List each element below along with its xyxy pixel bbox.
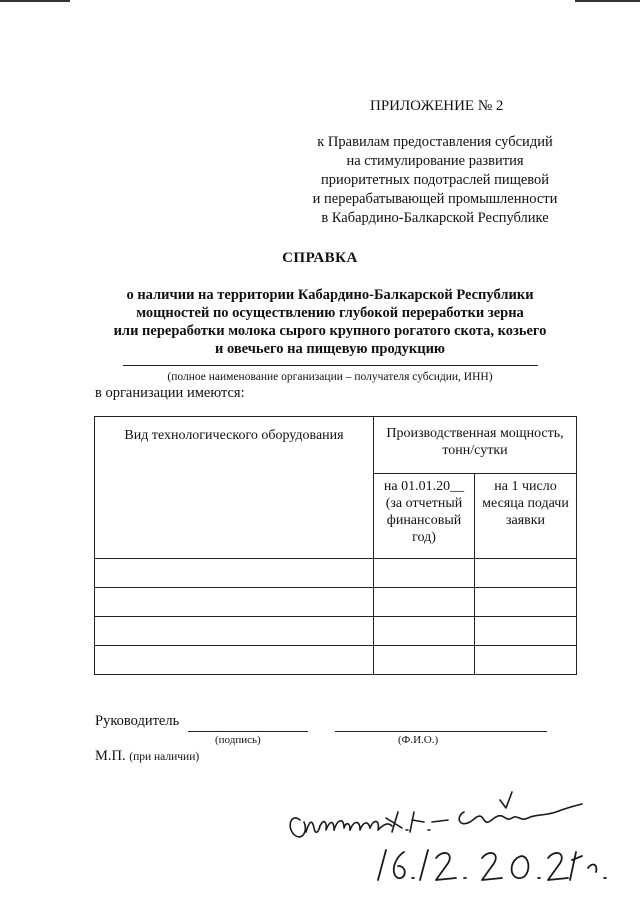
handwritten-date xyxy=(378,850,606,880)
document-title: СПРАВКА xyxy=(282,250,358,266)
handwritten-name-signature xyxy=(290,792,582,837)
annex-line: приоритетных подотраслей пищевой xyxy=(320,172,550,188)
signature-caption: (подпись) xyxy=(215,734,261,746)
organization-lead-text: в организации имеются: xyxy=(95,385,245,401)
subject-line: мощностей по осуществлению глубокой переработки зерна xyxy=(136,305,524,321)
head-label: Руководитель xyxy=(95,713,180,729)
subject-line: о наличии на территории Кабардино-Балкарской Республики xyxy=(126,287,534,303)
subject-line: и овечьего на пищевую продукцию xyxy=(214,341,446,357)
seal-label: М.П. xyxy=(95,748,126,764)
header-reporting-year: на 01.01.20__ (за отчетный финансовый год) xyxy=(374,474,475,559)
header-capacity: Производственная мощность, тонн/сутки xyxy=(374,417,577,474)
header-application-month: на 1 число месяца подачи заявки xyxy=(475,474,577,559)
seal-note: (при наличии) xyxy=(129,751,200,763)
header-equipment-type: Вид технологического оборудования xyxy=(95,417,374,559)
subject-line: или переработки молока сырого крупного рогатого скота, козьего xyxy=(113,323,547,339)
annex-title: ПРИЛОЖЕНИЕ № 2 xyxy=(370,98,504,114)
full-name-caption: (Ф.И.О.) xyxy=(398,734,439,746)
organization-caption: (полное наименование организации – получателя субсидии, ИНН) xyxy=(167,371,493,383)
annex-line: к Правилам предоставления субсидий xyxy=(317,134,553,150)
annex-line: и перерабатывающей промышленности xyxy=(312,191,558,207)
annex-line: на стимулирование развития xyxy=(346,153,524,169)
annex-line: в Кабардино-Балкарской Республике xyxy=(321,210,549,226)
